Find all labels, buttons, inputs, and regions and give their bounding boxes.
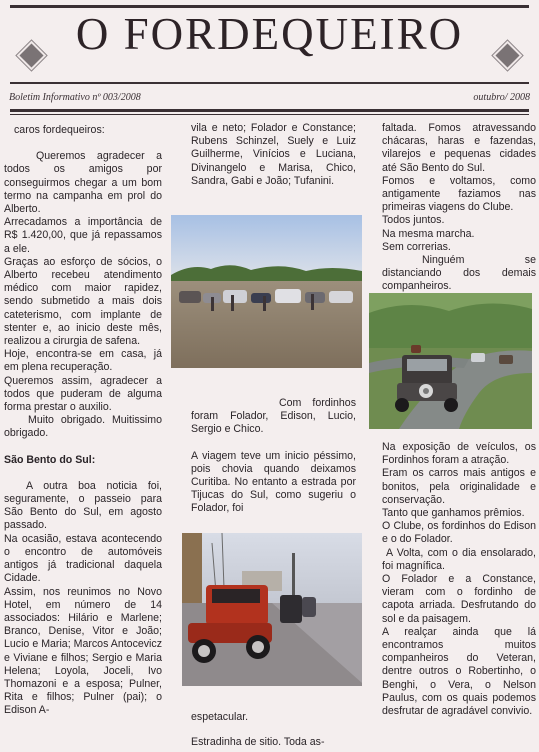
masthead-rule (10, 82, 529, 84)
paragraph: Hoje, encontra-se em casa, já em plena recuperação. (4, 348, 162, 374)
paragraph: Queremos assim, agradecer a todos que puderam de alguma forma prestar o auxilio. (4, 374, 162, 414)
paragraph: Na exposição de veículos, os Fordinhos foram a atração. (382, 441, 536, 467)
paragraph: Ninguém se distanciando dos demais companheiros. (382, 254, 536, 293)
newspaper-title: O FORDEQUEIRO (75, 9, 464, 59)
column-2-lower (191, 397, 356, 516)
paragraph: O Clube, os fordinhos do Edison e o do Folador. (382, 520, 536, 546)
column-2 (191, 122, 356, 188)
column-3 (382, 122, 536, 294)
column-2-bottom (191, 711, 356, 749)
paragraph: Tanto que ganhamos prêmios. (382, 507, 525, 520)
paragraph: A Volta, com o dia ensolarado, foi magnífica. (382, 546, 536, 572)
paragraph: A realçar ainda que lá encontramos muitos companheiros do Veteran, dentre outros o Robertinho, o Benghi, o Vera, o Nelson Paulus, com os quais podemos desfrutar de agradável convivio. (382, 625, 536, 718)
paragraph: espetacular. (191, 711, 249, 723)
paragraph: Graças ao esforço de sócios, o Alberto recebeu atendimento médico com maior rapidez, sendo submetido a mais dois cateterismo, com implante de stenter e, ao inicio deste mês, realizou a cirurgia de safena. (4, 255, 162, 348)
paragraph: Assim, nos reunimos no Novo Hotel, em número de 14 associados: Hilário e Marlene; Branco, Denise, Vitor e João; Lucio e Maria; Marcos Antocevicz e Viviane e filhos; Sergio e Maria Helena; Loyola, Joceli, Ivo Thomazoni e a esposa; Pulner, Rita e filhos; Pulner (pai); o Edison A- (4, 585, 162, 717)
column-3-lower (382, 441, 536, 718)
paragraph: Arrecadamos a importância de R$ 1.420,00, que já repassamos a ele. (4, 216, 162, 255)
paragraph: Fomos e voltamos, como antigamente faziamos nas primeiras viagens do Clube. (382, 174, 536, 214)
column-1 (4, 124, 162, 718)
paragraph: Todos juntos. (382, 214, 445, 227)
paragraph: vila e neto; Folador e Constance; Rubens Schinzel, Suely e Luiz Guilherme, Vinícios e Luciana, Divinangelo e Marisa, Chico, Sandra, Gabi e João; Tufanini. (191, 122, 356, 187)
greeting: caros fordequeiros: (14, 124, 105, 136)
paragraph: Eram os carros mais antigos e bonitos, pela originalidade e conservação. (382, 467, 536, 506)
paragraph: Sem correrias. (382, 240, 451, 253)
section-heading: São Bento do Sul: (4, 453, 96, 466)
paragraph: A viagem teve um inicio péssimo, pois chovia quando deixamos Curitiba. No entanto a estrada por Tijucas do Sul, como sugeriu o Folador, foi (191, 449, 356, 515)
photo-cars-parking-lot (171, 215, 362, 368)
paragraph: Queremos agradecer a todos os amigos por conseguirmos chegar a um bom termo na campanha em prol do Alberto. (4, 150, 162, 216)
photo-ford-country-road (369, 293, 532, 429)
header-bottom-rule-thin (10, 114, 529, 115)
paragraph: Na ocasião, estava acontecendo o encontro de automóveis antigos já tradicional daquela Cidade. (4, 532, 162, 585)
header-bottom-rule (10, 109, 529, 112)
bulletin-number: Boletim Informativo nº 003/2008 (9, 92, 141, 103)
paragraph: A outra boa noticia foi, seguramente, o passeio para São Bento do Sul, em agosto passado. (4, 479, 162, 532)
paragraph: Muito obrigado. Muitissimo obrigado. (4, 414, 162, 440)
paragraph: Estradinha de sitio. Toda as- (191, 736, 325, 749)
issue-date: outubro/ 2008 (473, 92, 530, 103)
paragraph: Com fordinhos foram Folador, Edison, Lucio, Sergio e Chico. (191, 397, 356, 436)
photo-red-car-street (182, 533, 362, 686)
paragraph: Na mesma marcha. (382, 227, 475, 240)
paragraph: O Folador e a Constance, vieram com o fordinho de capota arriada. Desfrutando do sol e da paisagem. (382, 573, 536, 625)
paragraph: faltada. Fomos atravessando chácaras, haras e fazendas, vilarejos e pequenas cidades até São Bento do Sul. (382, 122, 536, 174)
